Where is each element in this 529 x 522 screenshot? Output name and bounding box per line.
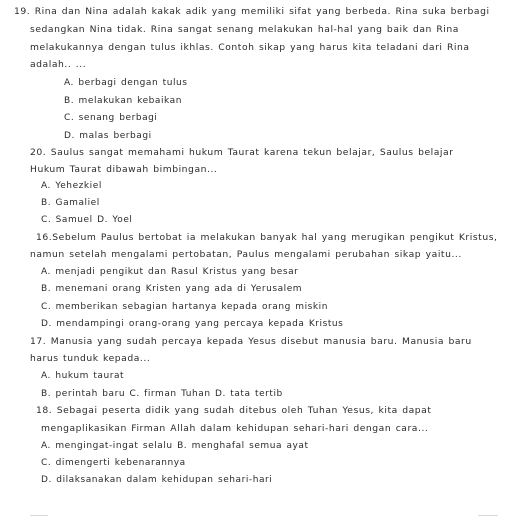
question-19-line-2: sedangkan Nina tidak. Rina sangat senang melakukan hal-hal yang baik dan Rina bbox=[30, 24, 459, 35]
question-17-line-2: harus tunduk kepada... bbox=[30, 353, 151, 364]
question-16-line-1: 16.Sebelum Paulus bertobat ia melakukan banyak hal yang merugikan pengikut Kristus, bbox=[36, 232, 498, 243]
question-20-line-2: Hukum Taurat dibawah bimbingan... bbox=[30, 164, 218, 175]
question-20-line-1: 20. Saulus sangat memahami hukum Taurat karena tekun belajar, Saulus belajar bbox=[30, 147, 454, 158]
question-20-option-a: A. Yehezkiel bbox=[41, 181, 102, 191]
question-17-line-1: 17. Manusia yang sudah percaya kepada Yesus disebut manusia baru. Manusia baru bbox=[30, 336, 472, 347]
question-20-option-c-d: C. Samuel D. Yoel bbox=[41, 215, 133, 225]
question-19-line-4: adalah.. ... bbox=[30, 59, 87, 70]
question-18-option-a-b: A. mengingat-ingat selalu B. menghafal semua ayat bbox=[41, 441, 309, 451]
question-18-line-1: 18. Sebagai peserta didik yang sudah ditebus oleh Tuhan Yesus, kita dapat bbox=[36, 405, 432, 416]
question-16-option-d: D. mendampingi orang-orang yang percaya kepada Kristus bbox=[41, 319, 344, 329]
question-16-option-b: B. menemani orang Kristen yang ada di Yerusalem bbox=[41, 284, 303, 294]
question-19-line-1: 19. Rina dan Nina adalah kakak adik yang memiliki sifat yang berbeda. Rina suka berbagi bbox=[14, 6, 490, 17]
question-18-option-d: D. dilaksanakan dalam kehidupan sehari-hari bbox=[41, 475, 273, 485]
question-16-line-2: namun setelah mengalami pertobatan, Paulus mengalami perubahan sikap yaitu... bbox=[30, 249, 462, 260]
question-19-option-c: C. senang berbagi bbox=[64, 113, 158, 123]
question-19-option-d: D. malas berbagi bbox=[64, 131, 152, 141]
question-19-option-a: A. berbagi dengan tulus bbox=[64, 78, 188, 88]
question-17-option-b-c-d: B. perintah baru C. firman Tuhan D. tata tertib bbox=[41, 389, 283, 399]
question-18-option-c: C. dimengerti kebenarannya bbox=[41, 458, 186, 468]
question-17-option-a: A. hukum taurat bbox=[41, 371, 125, 381]
question-19-line-3: melakukannya dengan tulus ikhlas. Contoh sikap yang harus kita teladani dari Rina bbox=[30, 42, 470, 53]
question-16-option-a: A. menjadi pengikut dan Rasul Kristus yang besar bbox=[41, 267, 299, 277]
footer-divider-left bbox=[30, 515, 48, 516]
question-19-option-b: B. melakukan kebaikan bbox=[64, 96, 182, 106]
question-16-option-c: C. memberikan sebagian hartanya kepada orang miskin bbox=[41, 302, 328, 312]
question-20-option-b: B. Gamaliel bbox=[41, 198, 100, 208]
question-18-line-2: mengaplikasikan Firman Allah dalam kehidupan sehari-hari dengan cara... bbox=[41, 423, 429, 434]
footer-divider-right bbox=[478, 515, 498, 516]
